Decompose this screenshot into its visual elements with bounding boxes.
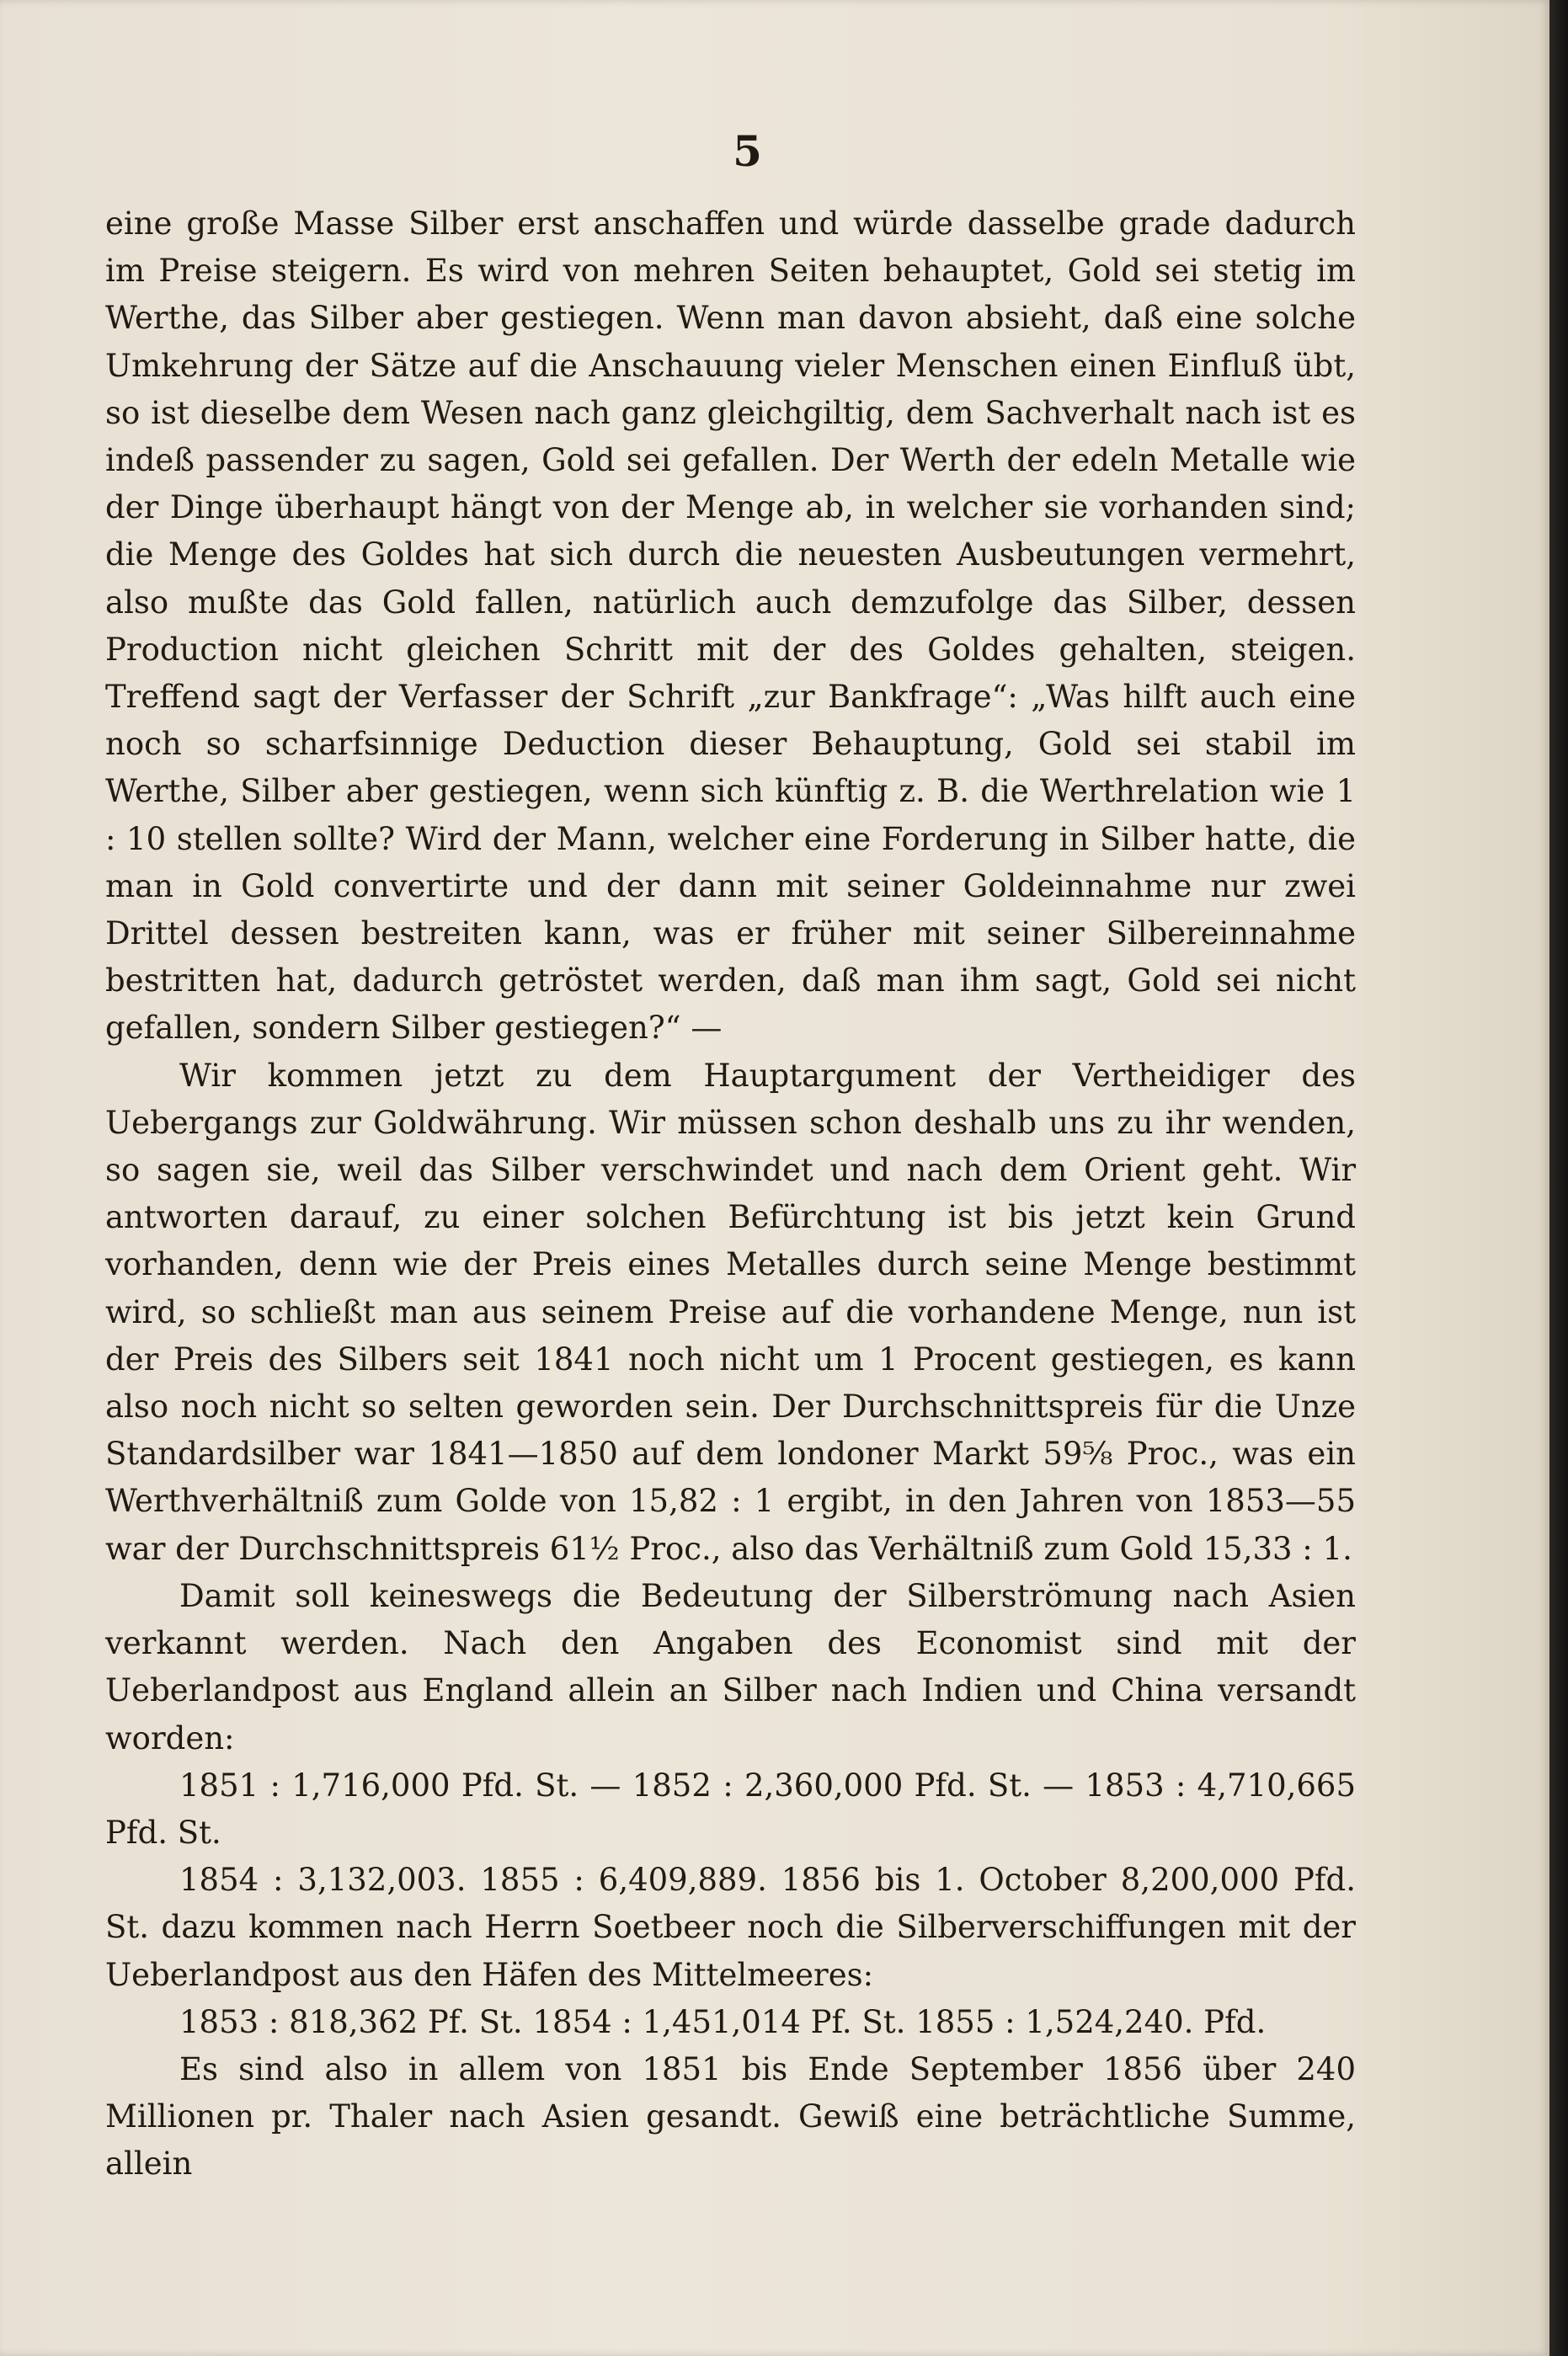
mediterranean-export-figures: 1853 : 818,362 Pf. St. 1854 : 1,451,014 Pf. St. 1855 : 1,524,240. Pfd.	[179, 2003, 1267, 2040]
paragraph-last: Es sind also in allem von 1851 bis Ende September 1856 über 240 Millionen pr. Thaler nach Asien gesandt. Gewiß eine beträchtliche Summe, allein	[105, 2050, 1356, 2183]
page-body	[105, 200, 1356, 2188]
paragraph-1: eine große Masse Silber erst anschaffen und würde dasselbe grade dadurch im Preise steigern. Es wird von mehren Seiten behauptet, Gold sei stetig im Werthe, das Silber aber gestiegen. Wenn man davon absieht, daß eine solche Umkehrung der Sätze auf die Anschauung vieler Menschen einen Einfluß übt, so ist dieselbe dem Wesen nach ganz gleichgiltig, dem Sachverhalt nach ist es indeß passender zu sagen, Gold sei gefallen. Der Werth der edeln Metalle wie der Dinge überhaupt hängt von der Menge ab, in welcher sie vorhanden sind; die Menge des Goldes hat sich durch die neuesten Ausbeutungen vermehrt, also mußte das Gold fallen, natürlich auch demzufolge das Silber, dessen Production nicht gleichen Schritt mit der des Goldes gehalten, steigen. Treffend sagt der Verfasser der Schrift „zur Bankfrage“: „Was hilft auch eine noch so scharfsinnige Deduction dieser Behauptung, Gold sei stabil im Werthe, Silber aber gestiegen, wenn sich künftig z. B. die Werthrelation wie 1 : 10 stellen sollte? Wird der Mann, welcher eine Forderung in Silber hatte, die man in Gold convertirte und der dann mit seiner Goldeinnahme nur zwei Drittel dessen bestreiten kann, was er früher mit seiner Silbereinnahme bestritten hat, dadurch getröstet werden, daß man ihm sagt, Gold sei nicht gefallen, sondern Silber gestiegen?“ —	[105, 205, 1356, 1047]
page-number: 5	[733, 126, 762, 176]
page-edge	[1549, 0, 1568, 2356]
export-figures-1854-1856: 1854 : 3,132,003. 1855 : 6,409,889. 1856 bis 1. October 8,200,000 Pfd. St. dazu kommen nach Herrn Soetbeer noch die Silberverschiffungen mit der Ueberlandpost aus den Häfen des Mittelmeeres:	[105, 1862, 1356, 1993]
paragraph-2: Wir kommen jetzt zu dem Hauptargument der Vertheidiger des Uebergangs zur Goldwährung. Wir müssen schon deshalb uns zu ihr wenden, so sagen sie, weil das Silber verschwindet und nach dem Orient geht. Wir antworten darauf, zu einer solchen Befürchtung ist bis jetzt kein Grund vorhanden, denn wie der Preis eines Metalles durch seine Menge bestimmt wird, so schließt man aus seinem Preise auf die vorhandene Menge, nun ist der Preis des Silbers seit 1841 noch nicht um 1 Procent gestiegen, es kann also noch nicht so selten geworden sein. Der Durchschnittspreis für die Unze Standardsilber war 1841—1850 auf dem londoner Markt 59⁵⁄₈ Proc., was ein Werthverhältniß zum Golde von 15,82 : 1 ergibt, in den Jahren von 1853—55 war der Durchschnittspreis 61½ Proc., also das Verhältniß zum Gold 15,33 : 1.	[105, 1057, 1356, 1567]
paragraph-3: Damit soll keineswegs die Bedeutung der Silberströmung nach Asien verkannt werden. Nach den Angaben des Economist sind mit der Ueberlandpost aus England allein an Silber nach Indien und China versandt worden:	[105, 1577, 1356, 1756]
export-figures-1851-1853: 1851 : 1,716,000 Pfd. St. — 1852 : 2,360,000 Pfd. St. — 1853 : 4,710,665 Pfd. St.	[105, 1767, 1356, 1851]
